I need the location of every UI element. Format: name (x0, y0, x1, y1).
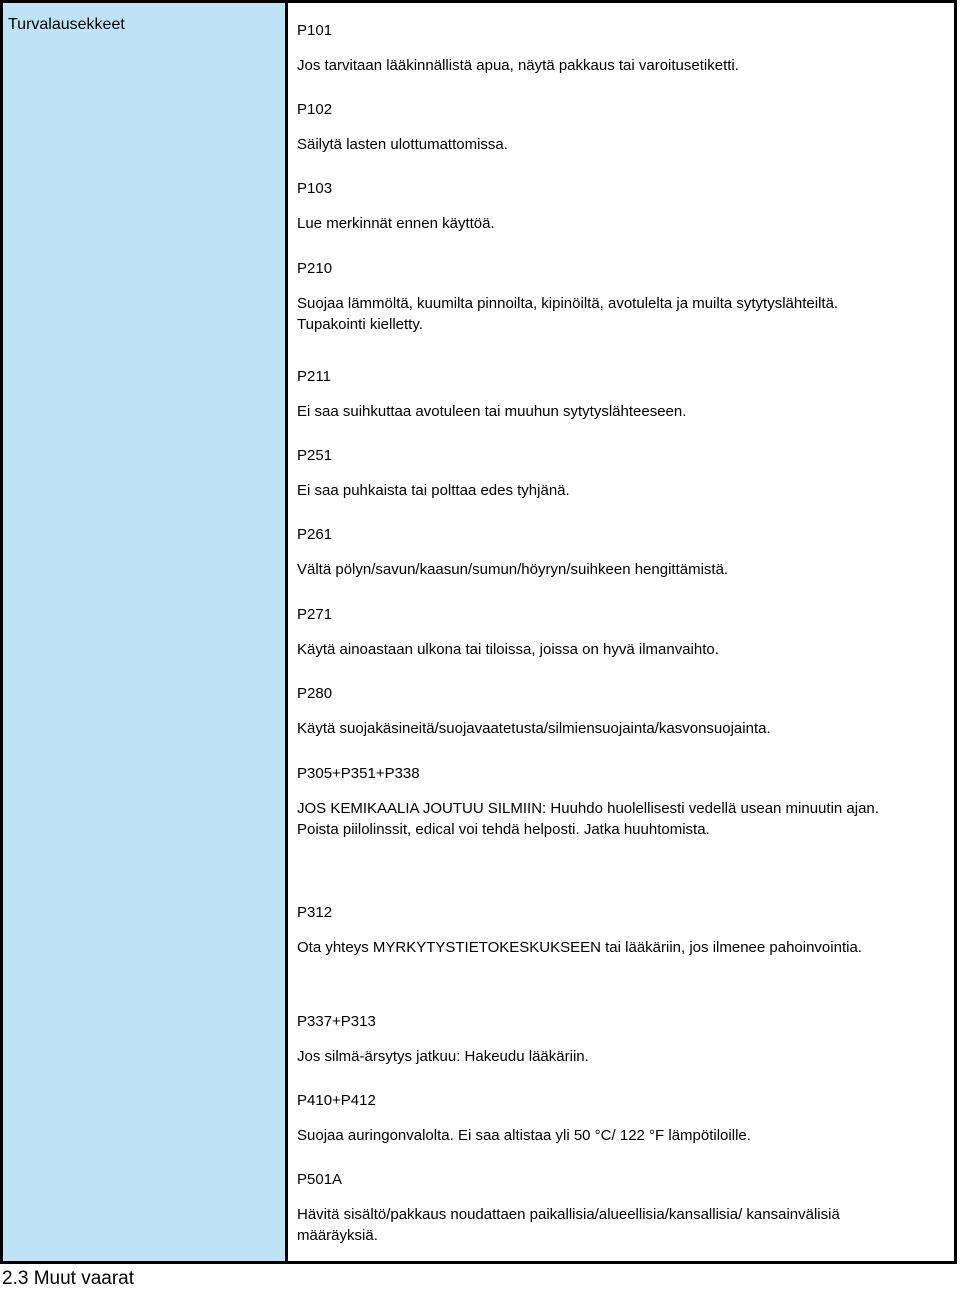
statement-item (297, 366, 897, 422)
statement-item (297, 1011, 897, 1067)
statement-item (297, 178, 897, 234)
statement-code: P271 (297, 606, 333, 623)
statement-code: P211 (297, 368, 331, 385)
statement-item (297, 20, 897, 76)
statement-text: Suojaa lämmöltä, kuumilta pinnoilta, kipinöiltä, avotulelta ja muilta sytytyslähteiltä. Tupakointi kielletty. (297, 295, 839, 333)
statement-item (297, 99, 897, 155)
statement-text: Jos silmä-ärsytys jatkuu: Hakeudu lääkäriin. (297, 1048, 589, 1065)
statement-text: Vältä pölyn/savun/kaasun/sumun/höyryn/suihkeen hengittämistä. (297, 561, 729, 578)
statement-text: Suojaa auringonvalolta. Ei saa altistaa yli 50 °C/ 122 °F lämpötiloille. (297, 1127, 751, 1144)
label-text: Turvalausekkeet (8, 16, 125, 33)
statement-code: P337+P313 (297, 1013, 376, 1030)
statement-text: Käytä suojakäsineitä/suojavaatetusta/silmiensuojainta/kasvonsuojainta. (297, 720, 771, 737)
statement-code: P410+P412 (297, 1092, 376, 1109)
statement-code: P101 (297, 22, 333, 39)
column-divider (285, 3, 288, 1261)
statement-text: Ei saa suihkuttaa avotuleen tai muuhun sytytyslähteeseen. (297, 403, 687, 420)
statement-code: P210 (297, 260, 333, 277)
statement-item (297, 1169, 897, 1246)
statement-item (297, 763, 897, 840)
statement-item (297, 1090, 897, 1146)
statement-code: P280 (297, 685, 333, 702)
statement-code: P312 (297, 904, 333, 921)
statement-text: Ota yhteys MYRKYTYSTIETOKESKUKSEEN tai lääkäriin, jos ilmenee pahoinvointia. (297, 939, 862, 956)
statement-item (297, 683, 897, 739)
statement-code: P103 (297, 180, 333, 197)
statement-code: P102 (297, 101, 333, 118)
statement-code: P305+P351+P338 (297, 765, 420, 782)
statement-text: Käytä ainoastaan ulkona tai tiloissa, joissa on hyvä ilmanvaihto. (297, 641, 719, 658)
section-heading: 2.3 Muut vaarat (2, 1268, 135, 1289)
statement-item (297, 445, 897, 501)
statement-code: P261 (297, 526, 333, 543)
statement-item (297, 902, 897, 958)
statement-item (297, 524, 897, 580)
statement-text: Lue merkinnät ennen käyttöä. (297, 215, 495, 232)
statement-item (297, 258, 897, 335)
label-cell (3, 3, 285, 1261)
statement-code: P251 (297, 447, 333, 464)
statement-code: P501A (297, 1171, 343, 1188)
statement-text: Säilytä lasten ulottumattomissa. (297, 136, 508, 153)
statement-item (297, 604, 897, 660)
statement-text: Jos tarvitaan lääkinnällistä apua, näytä pakkaus tai varoitusetiketti. (297, 57, 739, 74)
statement-text: Hävitä sisältö/pakkaus noudattaen paikallisia/alueellisia/kansallisia/ kansainvälisiä määräyksiä. (297, 1206, 840, 1244)
statement-text: Ei saa puhkaista tai polttaa edes tyhjänä. (297, 482, 570, 499)
statement-text: JOS KEMIKAALIA JOUTUU SILMIIN: Huuhdo huolellisesti vedellä usean minuutin ajan. Poista piilolinssit, edical voi tehdä helposti. Jatka huuhtomista. (297, 800, 879, 838)
